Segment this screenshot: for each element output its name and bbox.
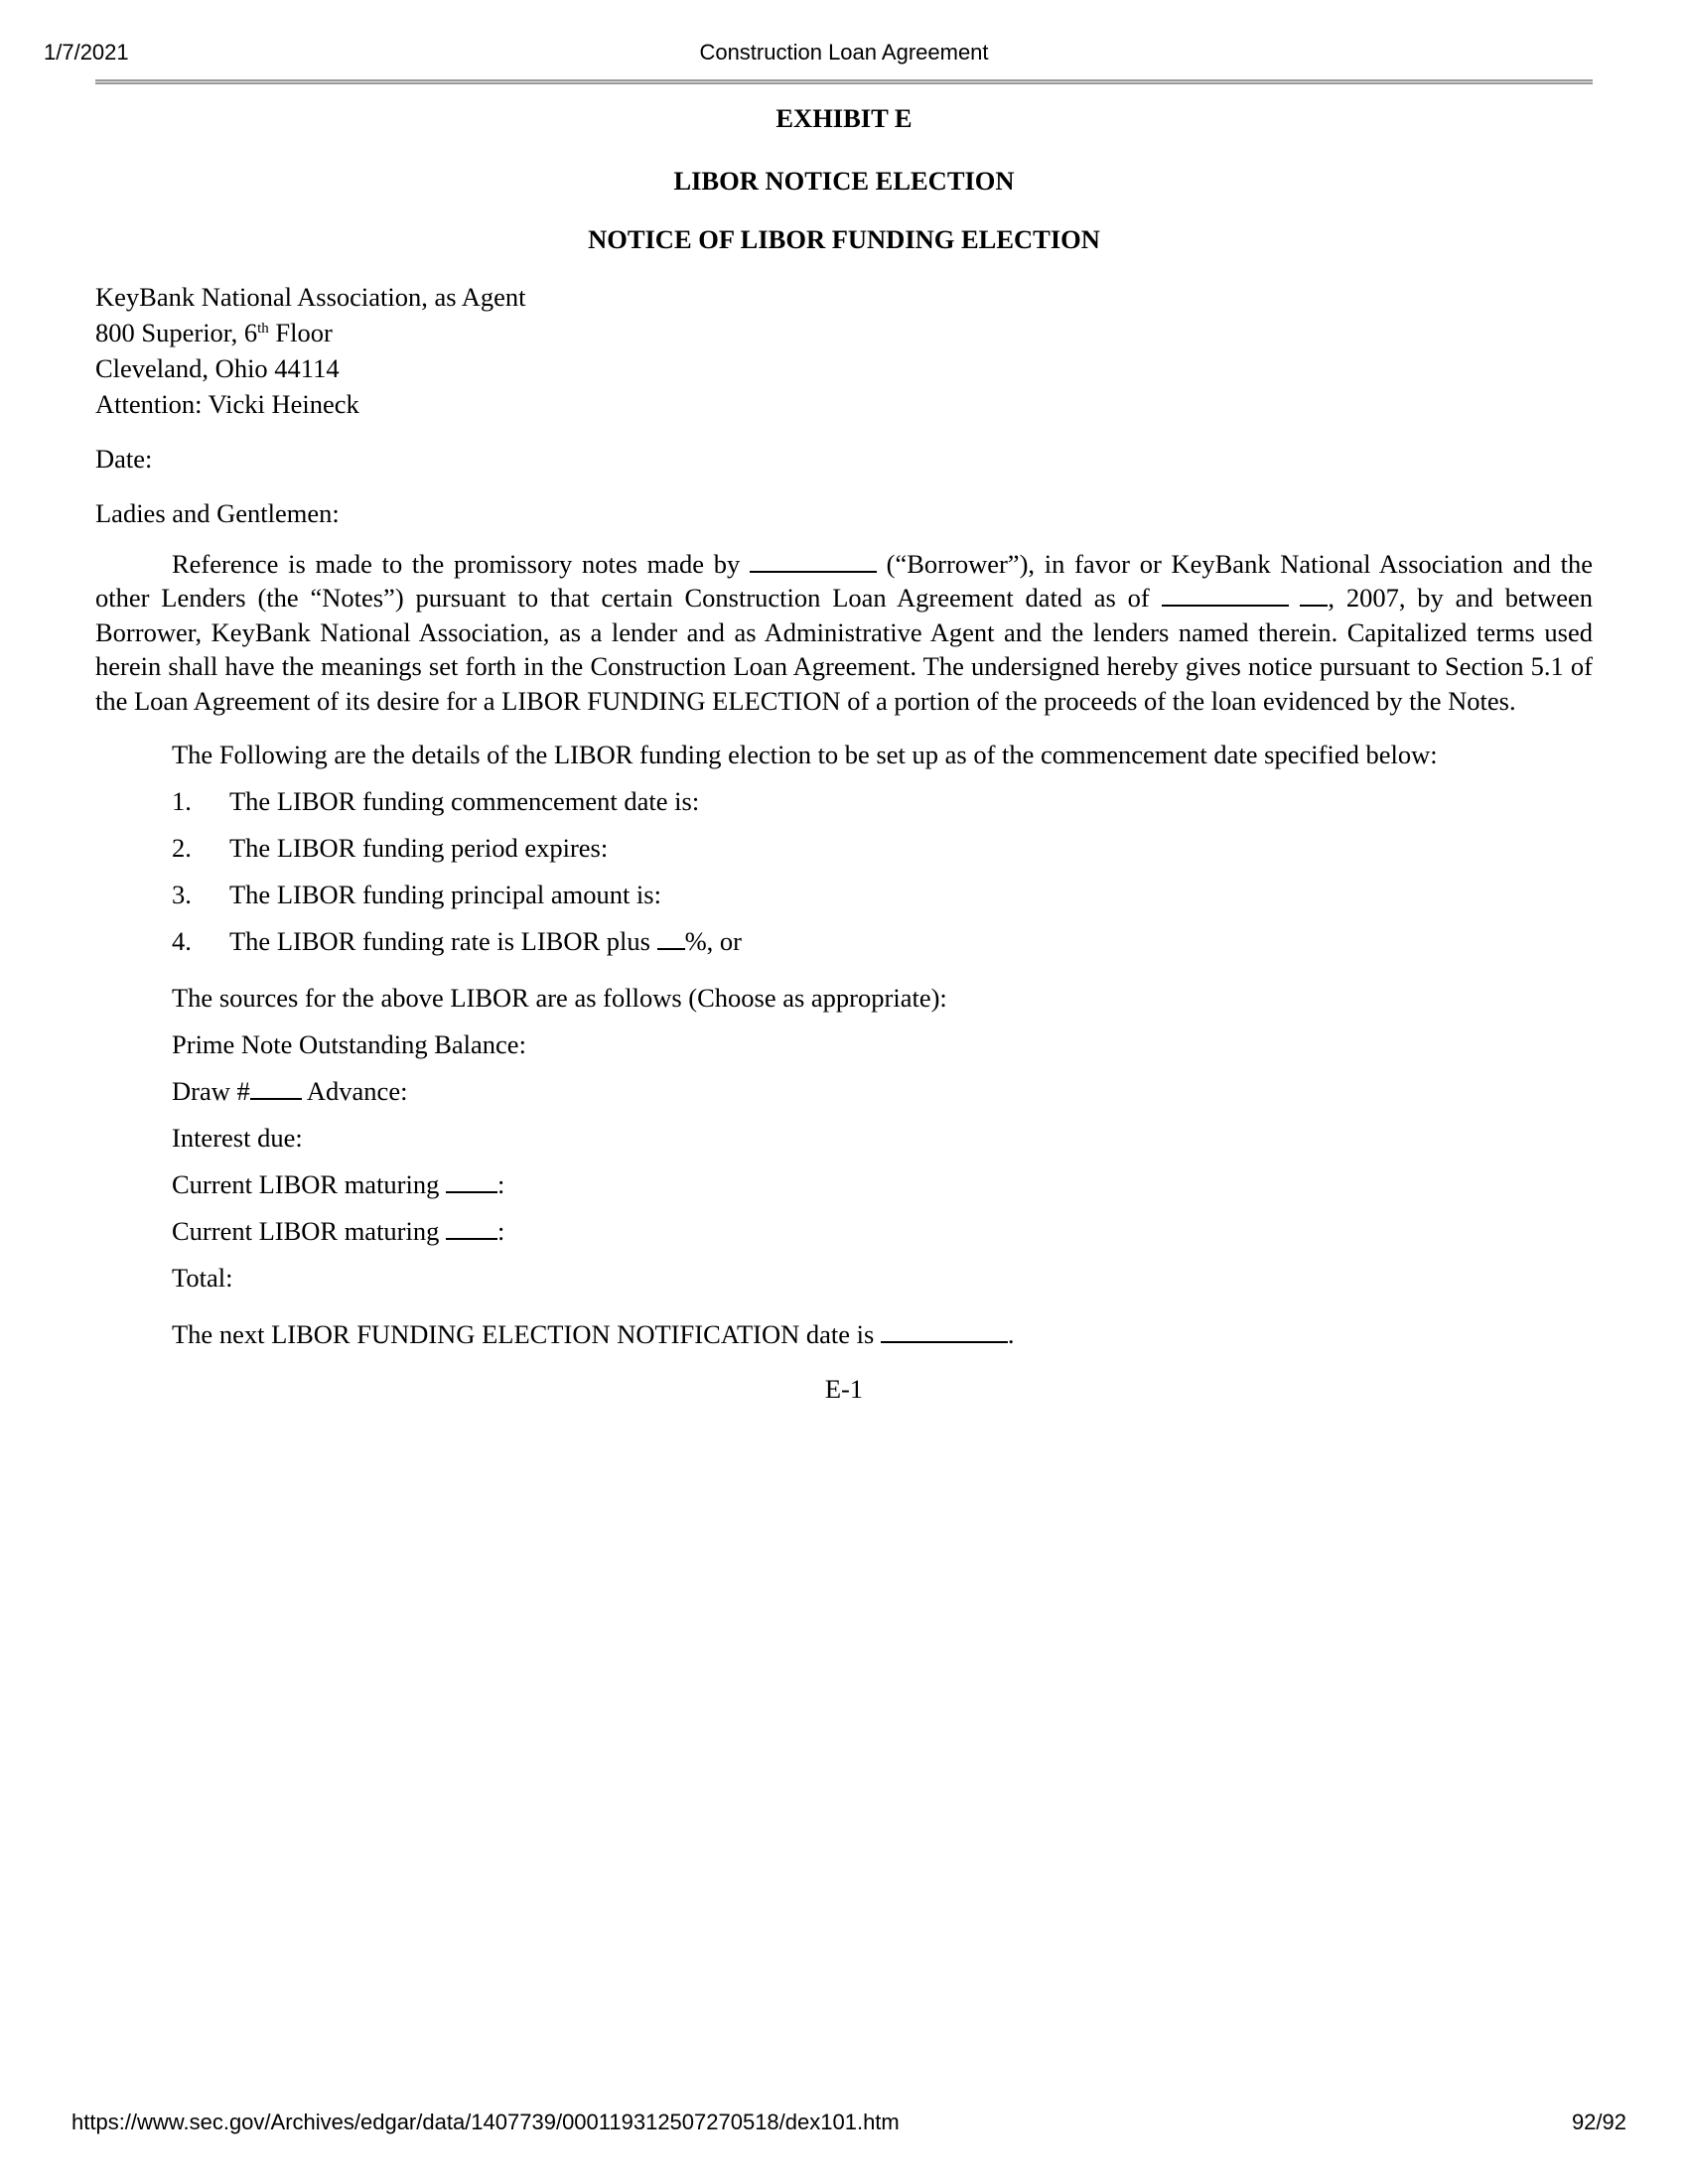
page-count: 92/92 — [1571, 2110, 1626, 2134]
salutation: Ladies and Gentlemen: — [95, 497, 340, 528]
address-line-1: KeyBank National Association, as Agent — [95, 281, 526, 312]
item-number: 2. — [172, 833, 192, 864]
item-number: 1. — [172, 786, 192, 817]
reference-paragraph — [95, 547, 1593, 719]
list-item — [95, 924, 1593, 959]
item-text: The LIBOR funding commencement date is: — [229, 786, 700, 817]
list-item — [95, 878, 1593, 912]
document-subtitle: NOTICE OF LIBOR FUNDING ELECTION — [588, 223, 1100, 254]
details-intro: The Following are the details of the LIBOR funding election to be set up as of the commencement date specified below: — [172, 740, 1438, 770]
list-item — [95, 831, 1593, 866]
libor-maturing-blank[interactable] — [446, 1214, 497, 1240]
reference-text-1: Reference is made to the promissory notes made by — [172, 548, 750, 579]
source-libor-maturing-2 — [95, 1214, 1593, 1249]
page-number: E-1 — [824, 1373, 864, 1404]
address-floor: Floor — [268, 317, 333, 347]
advance-label: Advance: — [301, 1076, 408, 1107]
borrower-blank[interactable] — [750, 547, 877, 573]
libor-maturing-blank[interactable] — [446, 1167, 497, 1193]
source-prime-balance: Prime Note Outstanding Balance: — [172, 1029, 526, 1060]
colon: : — [497, 1169, 505, 1200]
item-text: The LIBOR funding period expires: — [229, 833, 609, 864]
print-date: 1/7/2021 — [44, 40, 129, 65]
item-text — [229, 924, 742, 959]
rate-suffix: %, or — [684, 926, 742, 957]
print-title: Construction Loan Agreement — [699, 40, 989, 65]
item-number: 3. — [172, 880, 192, 910]
header-rule — [95, 79, 1593, 84]
libor-maturing-label: Current LIBOR maturing — [172, 1216, 446, 1247]
exhibit-heading: EXHIBIT E — [775, 103, 913, 133]
next-notification — [95, 1317, 1593, 1352]
next-notification-text: The next LIBOR FUNDING ELECTION NOTIFICATION date is — [172, 1318, 881, 1349]
address-street: 800 Superior, 6 — [95, 317, 258, 347]
item-text: The LIBOR funding principal amount is: — [229, 880, 661, 910]
draw-label: Draw # — [172, 1076, 250, 1107]
agreement-day-blank[interactable] — [1300, 582, 1328, 608]
address-line-2 — [95, 315, 1593, 350]
period: . — [1007, 1318, 1015, 1349]
source-libor-maturing-1 — [95, 1167, 1593, 1202]
next-notification-date-blank[interactable] — [881, 1317, 1008, 1343]
sources-intro: The sources for the above LIBOR are as follows (Choose as appropriate): — [172, 983, 947, 1014]
ordinal-suffix: th — [257, 320, 269, 337]
source-interest-due: Interest due: — [172, 1123, 303, 1154]
source-url: https://www.sec.gov/Archives/edgar/data/1407739/000119312507270518/dex101.htm — [71, 2110, 900, 2134]
reference-text-2: (“Borrower”), in favor or KeyBank National Association and the other Lenders (the “Notes”) pursuant to that certain Construction Loan Agreement dated as of — [95, 548, 1593, 614]
document-body — [95, 99, 1593, 1407]
document-title: LIBOR NOTICE ELECTION — [673, 165, 1015, 196]
list-item — [95, 784, 1593, 819]
details-list — [95, 784, 1593, 959]
rate-text: The LIBOR funding rate is LIBOR plus — [229, 926, 657, 957]
address-block — [95, 279, 1593, 422]
reference-text-3: , 2007, by and between Borrower, KeyBank National Association, as a lender and as Administrative Agent and the lenders named therein. Capitalized terms used herein shall have the meanings set forth in the Construction Loan Agreement. The undersigned hereby gives notice pursuant to Section 5.1 of the Loan Agreement of its desire for a LIBOR FUNDING ELECTION of a portion of the proceeds of the loan evidenced by the Notes. — [95, 583, 1593, 716]
source-draw-advance — [95, 1074, 1593, 1109]
draw-number-blank[interactable] — [250, 1074, 302, 1100]
source-total: Total: — [172, 1263, 233, 1293]
date-label: Date: — [95, 443, 153, 474]
rate-spread-blank[interactable] — [657, 924, 685, 950]
agreement-date-blank[interactable] — [1162, 582, 1289, 608]
libor-maturing-label: Current LIBOR maturing — [172, 1169, 446, 1200]
colon: : — [497, 1216, 505, 1247]
item-number: 4. — [172, 926, 192, 957]
address-line-4: Attention: Vicki Heineck — [95, 388, 359, 419]
address-line-3: Cleveland, Ohio 44114 — [95, 352, 340, 383]
